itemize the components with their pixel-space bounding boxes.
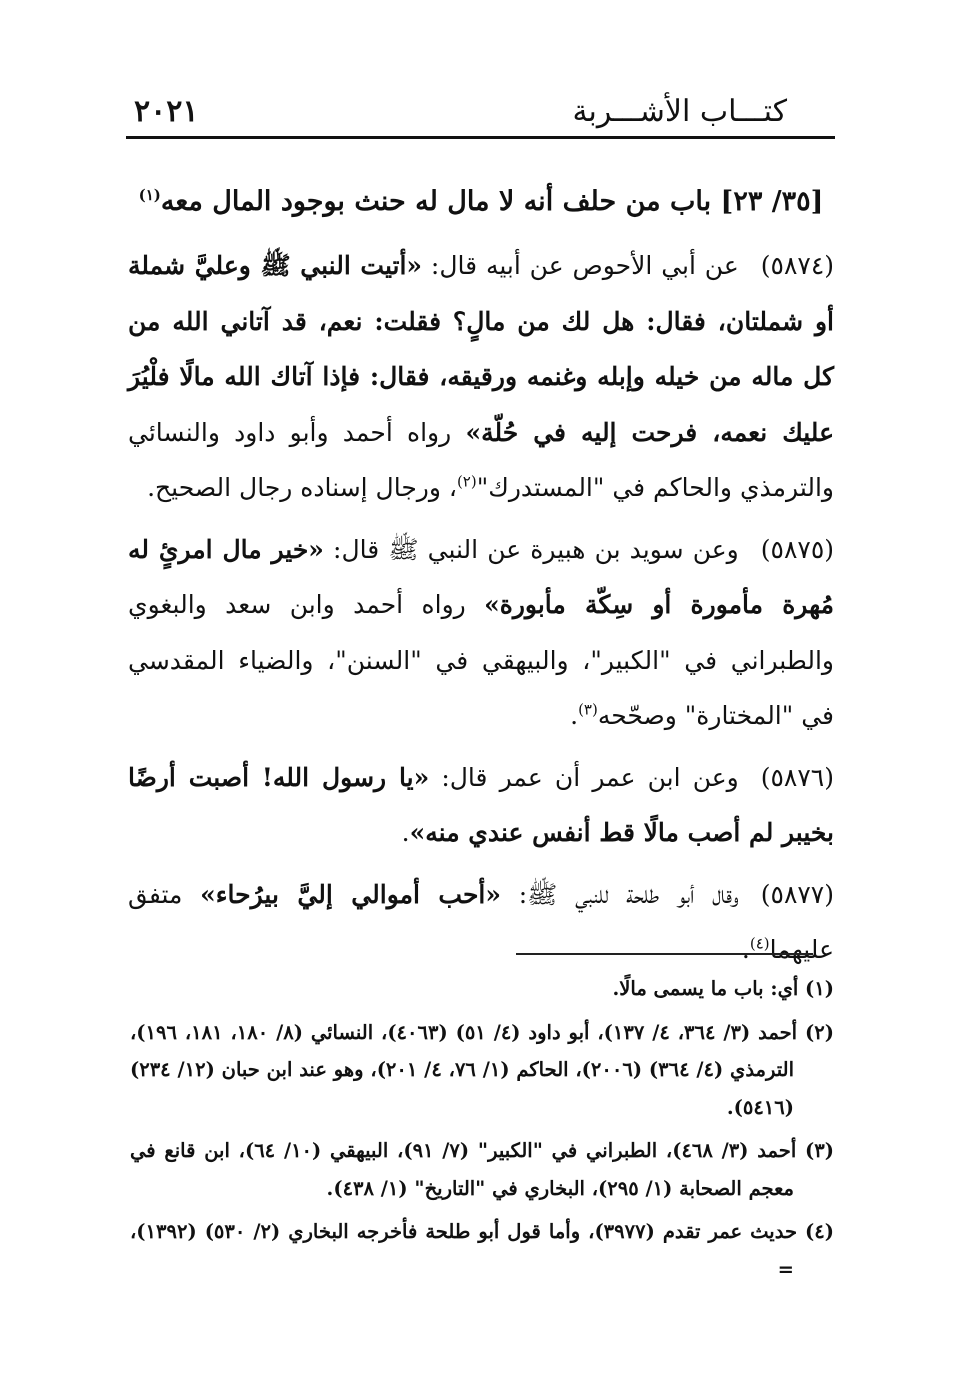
hadith-intro: عن أبي الأحوص عن أبيه قال: <box>422 251 739 280</box>
hadith-takhrij: رواه أحمد وأبو داود والنسائي والترمذي والحاكم في "المستدرك" <box>128 417 834 502</box>
running-title: كتـــاب الأشـــربة <box>572 94 787 129</box>
hadith-5874 <box>128 238 834 516</box>
footnote-separator <box>516 953 813 955</box>
hadith-takhrij-end: . <box>741 935 750 964</box>
hadith-matn: «خير مال امرئٍ له مُهرة مأمورة أو سِكّة مأبورة» <box>128 534 834 619</box>
page-number: ٢٠٢١ <box>134 94 199 129</box>
hadith-intro: وعن ابن عمر أن عمر قال: <box>429 762 739 792</box>
hadith-5875 <box>128 522 834 744</box>
hadith-takhrij: رواه أحمد وابن سعد والبغوي والطبراني في "الكبير"، والبيهقي في "السنن"، والضياء المقدسي في "المختارة" وصحّحه <box>128 590 834 730</box>
page-header <box>126 92 835 136</box>
footnote-ref: (٣) <box>578 700 598 719</box>
hadith-number: (٥٨٧٥) <box>760 534 835 564</box>
hadith-number: (٥٨٧٤) <box>760 251 835 280</box>
chapter-title-text: [٣٥/ ٢٣] باب من حلف أنه لا مال له حنث بوجود المال معه <box>160 186 824 217</box>
header-rule <box>126 136 835 139</box>
footnote-2: (٢) أحمد (٣/ ٣٦٤، ٤/ ١٣٧)، أبو داود (٤/ ٥١) (٤٠٦٣)، النسائي (٨/ ١٨٠، ١٨١، ١٩٦)، الترمذي (٤/ ٣٦٤) (٢٠٠٦)، الحاكم (١/ ٧٦، ٤/ ٢٠١)، وهو عند ابن حبان (١٢/ ٢٣٤) (٥٤١٦). <box>130 1020 834 1119</box>
footnote-ref: (١) <box>138 186 161 204</box>
footnote-1: (١) أي: باب ما يسمى مالًا. <box>612 977 834 1000</box>
hadith-takhrij-end: ، ورجال إسناده رجال الصحيح. <box>147 473 457 502</box>
footnote-ref: (٢) <box>456 472 477 491</box>
hadith-takhrij: متفق عليهما <box>128 879 834 964</box>
footnotes <box>130 970 834 1294</box>
hadith-intro: وعن سويد بن هبيرة عن النبي ﷺ قال: <box>323 534 739 564</box>
hadith-intro: وقال أبو طلحة للنبي ﷺ: <box>501 879 739 909</box>
hadith-takhrij-end: . <box>570 701 579 730</box>
hadith-matn: «أتيت النبي ﷺ وعليَّ شملة أو شملتان، فقال: هل لك من مالٍ؟ فقلت: نعم، قد آتاني الله من كل ماله من خيله وإبله وغنمه ورقيقه، فقال: فإذا آتاك الله مالًا فلْيُرَ عليك نعمه، فرحت إليه في حُلّة» <box>128 251 834 447</box>
footnote-ref: (٤) <box>749 934 770 953</box>
footnote-4: (٤) حديث عمر تقدم (٣٩٧٧)، وأما قول أبو طلحة فأخرجه البخاري (٢/ ٥٣٠) (١٣٩٢)، = <box>130 1220 834 1281</box>
footnote-3: (٣) أحمد (٣/ ٤٦٨)، الطبراني في "الكبير" (٧/ ٩١)، البيهقي (١٠/ ٦٤)، ابن قانع في معجم الصحابة (١/ ٢٩٥)، البخاري في "التاريخ" (١/ ٤٣٨). <box>130 1139 834 1200</box>
hadith-takhrij: . <box>401 818 410 847</box>
main-text <box>128 182 834 984</box>
hadith-number: (٥٨٧٧) <box>760 879 834 909</box>
hadith-5876 <box>128 750 834 861</box>
chapter-title <box>128 182 834 222</box>
hadith-matn: «أحب أموالي إليَّ بيرُحاء» <box>200 879 502 909</box>
hadith-5877 <box>128 867 834 978</box>
hadith-number: (٥٨٧٦) <box>760 762 834 792</box>
hadith-matn: «يا رسول الله! أصبت أرضًا بخيبر لم أصب مالًا قط أنفس عندي منه» <box>128 762 834 847</box>
